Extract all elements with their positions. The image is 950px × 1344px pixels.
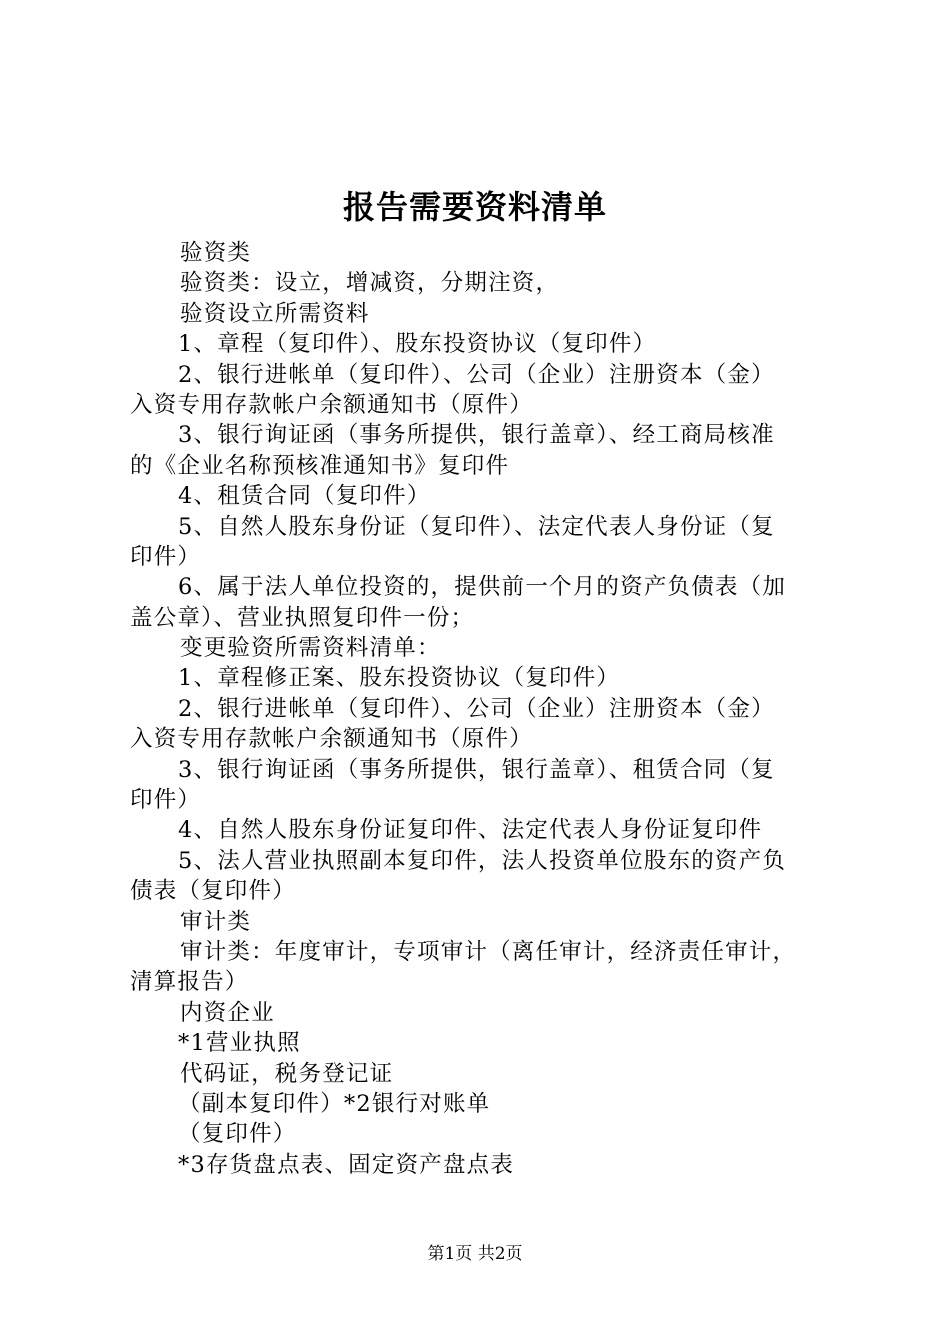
text-line: （副本复印件）*2银行对账单 <box>178 1090 491 1117</box>
text-line: 盖公章）、营业执照复印件一份； <box>130 604 475 631</box>
text-line: 1、章程（复印件）、股东投资协议（复印件） <box>178 331 657 358</box>
text-line: 印件） <box>130 543 202 570</box>
text-line: 1、章程修正案、股东投资协议（复印件） <box>178 665 621 692</box>
text-line: 清算报告） <box>130 969 249 996</box>
text-line: 代码证，税务登记证 <box>180 1060 394 1087</box>
text-line: 验资类：设立，增减资，分期注资， <box>180 270 560 297</box>
text-line: 验资类 <box>180 240 252 266</box>
text-line: 3、银行询证函（事务所提供，银行盖章）、租赁合同（复 <box>178 756 775 783</box>
text-line: 5、法人营业执照副本复印件，法人投资单位股东的资产负 <box>178 847 787 874</box>
text-line: 2、银行进帐单（复印件）、公司（企业）注册资本（金） <box>178 361 775 388</box>
text-line: 审计类 <box>180 908 252 935</box>
text-line: *1营业执照 <box>178 1030 301 1057</box>
text-line: 入资专用存款帐户余额通知书（原件） <box>130 391 533 418</box>
text-line: 3、银行询证函（事务所提供，银行盖章）、经工商局核准 <box>178 422 775 449</box>
text-line: 6、属于法人单位投资的，提供前一个月的资产负债表（加 <box>178 574 787 601</box>
text-line: *3存货盘点表、固定资产盘点表 <box>178 1151 515 1178</box>
text-line: 4、自然人股东身份证复印件、法定代表人身份证复印件 <box>178 817 763 844</box>
document-title: 报告需要资料清单 <box>342 188 607 226</box>
text-line: 变更验资所需资料清单： <box>180 635 441 662</box>
text-line: 审计类：年度审计，专项审计（离任审计，经济责任审计， <box>180 938 797 965</box>
text-line: 债表（复印件） <box>130 878 296 905</box>
text-line: 入资专用存款帐户余额通知书（原件） <box>130 726 533 753</box>
document-body <box>130 238 840 1180</box>
text-line: 4、租赁合同（复印件） <box>178 483 431 510</box>
text-line: （复印件） <box>178 1121 297 1148</box>
text-line: 内资企业 <box>180 999 275 1026</box>
text-line: 5、自然人股东身份证（复印件）、法定代表人身份证（复 <box>178 513 775 540</box>
text-line: 印件） <box>130 787 202 814</box>
text-line: 的《企业名称预核准通知书》复印件 <box>130 452 510 479</box>
text-line: 2、银行进帐单（复印件）、公司（企业）注册资本（金） <box>178 695 775 722</box>
page-footer: 第1页 共2页 <box>427 1244 523 1264</box>
text-line: 验资设立所需资料 <box>180 300 370 327</box>
